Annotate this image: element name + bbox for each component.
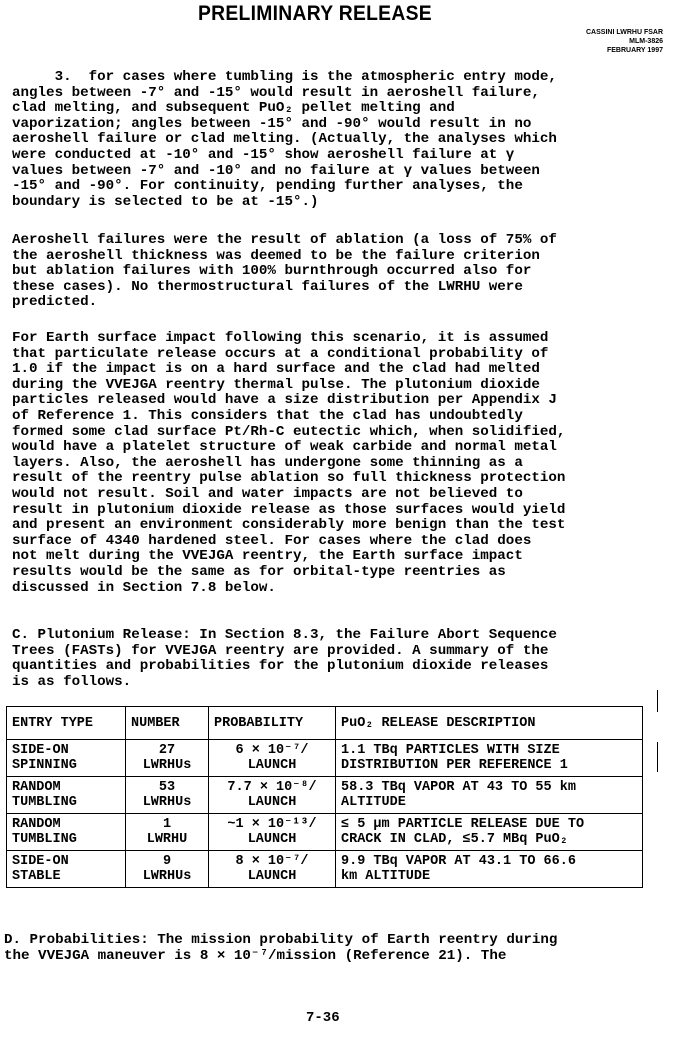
text-line: formed some clad surface Pt/Rh-C eutectic which, when solidified, [12, 423, 566, 440]
text-line: results would be the same as for orbital-type reentries as [12, 563, 506, 580]
cell-line: 6 × 10⁻⁷/ [235, 743, 309, 758]
cell-line: LAUNCH [247, 869, 297, 884]
text-line: Trees (FASTs) for VVEJGA reentry are provided. A summary of the [12, 642, 549, 659]
cell-line: LWRHU [146, 832, 188, 847]
text-line: clad melting, and subsequent PuO₂ pellet melting and [12, 100, 455, 117]
text-line: aeroshell failure or clad melting. (Actually, the analyses which [12, 131, 557, 148]
text-line: -15° and -90°. For continuity, pending further analyses, the [12, 178, 523, 195]
page-number: 7-36 [306, 1010, 340, 1026]
text-line: would have a platelet structure of weak carbide and normal metal [12, 439, 557, 456]
cell-line: RANDOM [12, 780, 61, 795]
entry-type-cell [7, 851, 126, 888]
paragraph-plutonium-release [12, 628, 662, 690]
text-line: is as follows. [12, 673, 132, 690]
text-line: surface of 4340 hardened steel. For cases where the clad does [12, 532, 532, 549]
text-line: layers. Also, the aeroshell has undergone some thinning as a [12, 454, 523, 471]
cell-line: STABLE [12, 869, 61, 884]
column-header: ENTRY TYPE [7, 707, 126, 740]
margin-change-bar [657, 742, 658, 772]
text-line: D. Probabilities: The mission probability of Earth reentry during [4, 932, 558, 948]
paragraph-tumbling-cases [12, 70, 662, 210]
document-info [586, 28, 663, 55]
text-line: were conducted at -10° and -15° show aeroshell failure at γ [12, 146, 515, 163]
probability-cell [209, 851, 336, 888]
cell-line: ~1 × 10⁻¹³/ [227, 817, 317, 832]
table-header-row [7, 707, 643, 740]
cell-line: 53 [158, 780, 176, 795]
cell-line: LAUNCH [247, 758, 297, 773]
cell-line: DISTRIBUTION PER REFERENCE 1 [341, 758, 568, 773]
text-line: these cases). No thermostructural failures of the LWRHU were [12, 278, 523, 295]
probability-cell [209, 740, 336, 777]
column-header: NUMBER [126, 707, 209, 740]
cell-line: 27 [158, 743, 176, 758]
cell-line: CRACK IN CLAD, ≤5.7 MBq PuO₂ [341, 832, 568, 847]
probability-cell [209, 814, 336, 851]
cell-line: RANDOM [12, 817, 61, 832]
cell-line: LWRHUs [142, 869, 192, 884]
number-cell [126, 814, 209, 851]
cell-line: 1.1 TBq PARTICLES WITH SIZE [341, 743, 560, 758]
text-line: predicted. [12, 294, 98, 311]
text-line: quantities and probabilities for the plutonium dioxide releases [12, 658, 549, 675]
cell-line: 1 [162, 817, 172, 832]
text-line: values between -7° and -10° and no failure at γ values between [12, 162, 540, 179]
cell-line: SPINNING [12, 758, 77, 773]
doc-info-line: FEBRUARY 1997 [606, 47, 663, 54]
text-line: and present an environment considerably more benign than the test [12, 517, 566, 534]
text-line: discussed in Section 7.8 below. [12, 579, 276, 596]
cell-line: 58.3 TBq VAPOR AT 43 TO 55 km [341, 780, 576, 795]
cell-line: 9 [162, 854, 172, 869]
cell-line: LWRHUs [142, 795, 192, 810]
cell-line: ≤ 5 μm PARTICLE RELEASE DUE TO [341, 817, 585, 832]
entry-type-cell [7, 777, 126, 814]
text-line: result in plutonium dioxide release as those surfaces would yield [12, 501, 566, 518]
text-line: C. Plutonium Release: In Section 8.3, the Failure Abort Sequence [12, 627, 557, 643]
release-summary-table [6, 706, 643, 888]
cell-line: SIDE-ON [12, 854, 69, 869]
entry-type-cell [7, 814, 126, 851]
text-line: boundary is selected to be at -15°.) [12, 193, 319, 210]
paragraph-aeroshell-failures [12, 233, 662, 311]
table-row [7, 851, 643, 888]
number-cell [126, 777, 209, 814]
cell-line: 7.7 × 10⁻⁸/ [227, 780, 317, 795]
description-cell [336, 740, 643, 777]
number-cell [126, 740, 209, 777]
cell-line: LAUNCH [247, 795, 297, 810]
column-header: PuO₂ RELEASE DESCRIPTION [336, 707, 643, 740]
text-line: the aeroshell thickness was deemed to be the failure criterion [12, 247, 540, 264]
cell-line: 8 × 10⁻⁷/ [235, 854, 309, 869]
cell-line: km ALTITUDE [341, 869, 431, 884]
paragraph-probabilities [4, 933, 654, 964]
text-line: result of the reentry pulse ablation so full thickness protection [12, 470, 566, 487]
text-line: Aeroshell failures were the result of ablation (a loss of 75% of [12, 232, 557, 248]
page-title: PRELIMINARY RELEASE [198, 2, 432, 25]
text-line: would not result. Soil and water impacts are not believed to [12, 485, 523, 502]
text-line: the VVEJGA maneuver is 8 × 10⁻⁷/mission (Reference 21). The [4, 947, 507, 964]
text-line: during the VVEJGA reentry thermal pulse. The plutonium dioxide [12, 376, 540, 393]
probability-cell [209, 777, 336, 814]
doc-info-line: MLM-3826 [629, 38, 663, 45]
cell-line: LWRHUs [142, 758, 192, 773]
description-cell [336, 851, 643, 888]
cell-line: TUMBLING [12, 832, 77, 847]
table-row [7, 777, 643, 814]
description-cell [336, 814, 643, 851]
text-line: angles between -7° and -15° would result in aeroshell failure, [12, 84, 540, 101]
text-line: 1.0 if the impact is on a hard surface and the clad had melted [12, 361, 540, 378]
text-line: but ablation failures with 100% burnthrough occurred also for [12, 263, 532, 280]
column-header: PROBABILITY [209, 707, 336, 740]
text-line: For Earth surface impact following this scenario, it is assumed [12, 330, 549, 346]
cell-line: ALTITUDE [341, 795, 406, 810]
entry-type-cell [7, 740, 126, 777]
cell-line: 9.9 TBq VAPOR AT 43.1 TO 66.6 [341, 854, 576, 869]
number-cell [126, 851, 209, 888]
margin-change-bar [657, 690, 658, 712]
cell-line: LAUNCH [247, 832, 297, 847]
text-line: not melt during the VVEJGA reentry, the Earth surface impact [12, 548, 523, 565]
text-line: of Reference 1. This considers that the clad has undoubtedly [12, 407, 523, 424]
text-line: particles released would have a size distribution per Appendix J [12, 392, 557, 409]
paragraph-earth-impact [12, 331, 662, 596]
text-line: that particulate release occurs at a conditional probability of [12, 345, 549, 362]
description-cell [336, 777, 643, 814]
table-row [7, 740, 643, 777]
text-line: vaporization; angles between -15° and -90° would result in no [12, 115, 532, 132]
text-line: 3. for cases where tumbling is the atmospheric entry mode, [12, 69, 557, 85]
table-row [7, 814, 643, 851]
doc-info-line: CASSINI LWRHU FSAR [586, 29, 663, 36]
cell-line: SIDE-ON [12, 743, 69, 758]
cell-line: TUMBLING [12, 795, 77, 810]
